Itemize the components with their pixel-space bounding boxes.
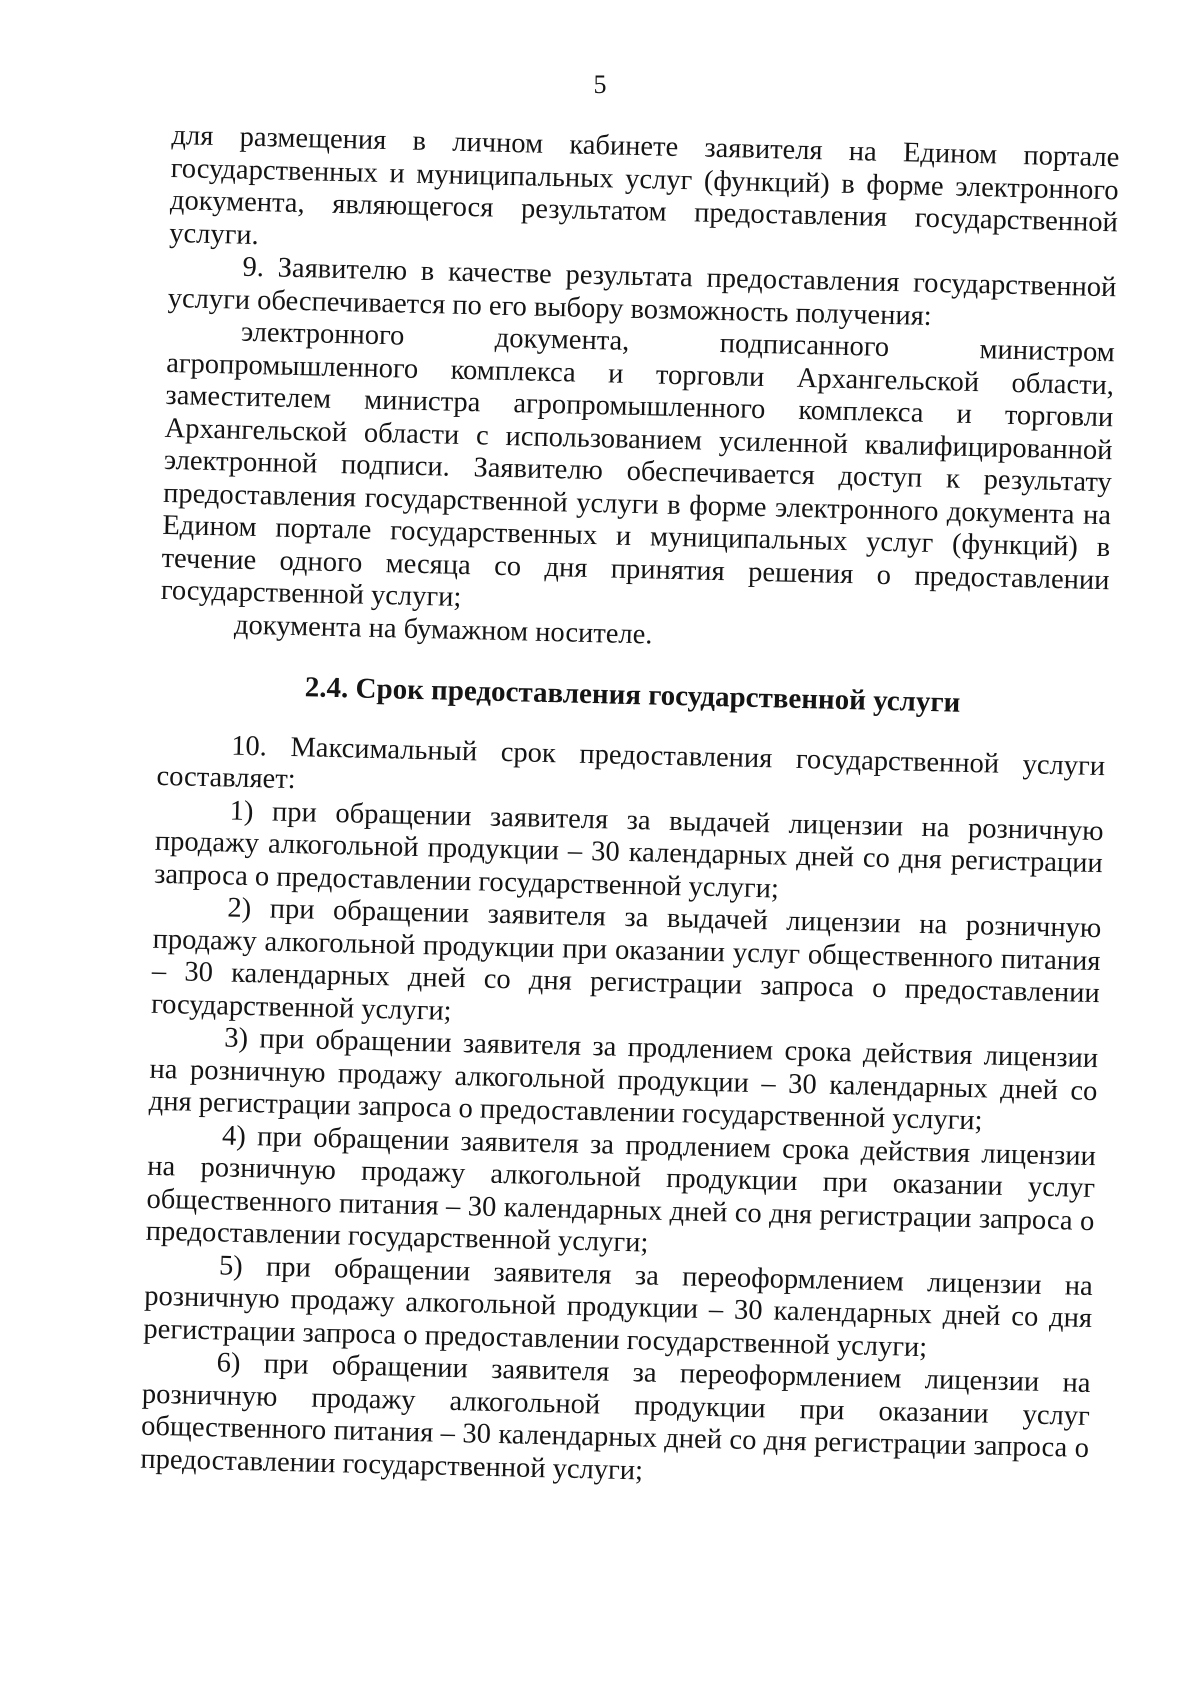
paragraph-item-10: 10. Максимальный срок предоставления государственной услуги составляет: [156, 730, 1106, 796]
list-item-3: 3) при обращении заявителя за продлением срока действия лицензии на розничную продажу алкогольной продукции – 30 календарных дней со дня регистрации запроса о предоставлении государственной услуги; [148, 1022, 1099, 1137]
list-item-4: 4) при обращении заявителя за продлением срока действия лицензии на розничную продажу алкогольной продукции при оказании услуг общественного питания – 30 календарных дней со дня регистрации запроса о предоставлении государственной услуги; [145, 1119, 1097, 1259]
section-heading: 2.4. Срок предоставления государственной услуги [304, 671, 961, 719]
list-item-6: 6) при обращении заявителя за переоформлением лицензии на розничную продажу алкогольной продукции при оказании услуг общественного питания – 30 календарных дней со дня регистрации запроса о предоставлении государственной услуги; [140, 1347, 1091, 1486]
paragraph-paper-document: документа на бумажном носителе. [233, 609, 653, 650]
document-body [140, 120, 1120, 1498]
page-number: 5 [593, 70, 607, 99]
paragraph-electronic-document: электронного документа, подписанного министром агропромышленного комплекса и торговли Архангельской области, заместителем министра агропромышленного комплекса и торговли Архангельской области с использованием усиленной квалифицированной электронной подписи. Заявителю обеспечивается доступ к результату предоставления государственной услуги в форме электронного документа на Едином портале государственных и муниципальных услуг (функций) в течение одного месяца со дня принятия решения о предоставлении государственной услуги; [160, 316, 1116, 613]
list-item-2: 2) при обращении заявителя за выдачей лицензии на розничную продажу алкогольной продукции при оказании услуг общественного питания – 30 календарных дней со дня регистрации запроса о предоставлении государственной услуги; [150, 892, 1102, 1027]
list-item-5: 5) при обращении заявителя за переоформлением лицензии на розничную продажу алкогольной продукции – 30 календарных дней со дня регистрации запроса о предоставлении государственной услуги; [143, 1249, 1094, 1363]
paragraph-continuation: для размещения в личном кабинете заявителя на Едином портале государственных и муниципальных услуг (функций) в форме электронного документа, являющегося результатом предоставления государственной услуги. [168, 120, 1120, 251]
paragraph-item-9: 9. Заявителю в качестве результата предоставления государственной услуги обеспечивается по его выбору возможность получения: [167, 251, 1117, 332]
list-item-1: 1) при обращении заявителя за выдачей лицензии на розничную продажу алкогольной продукции – 30 календарных дней со дня регистрации запроса о предоставлении государственной услуги; [153, 795, 1104, 905]
